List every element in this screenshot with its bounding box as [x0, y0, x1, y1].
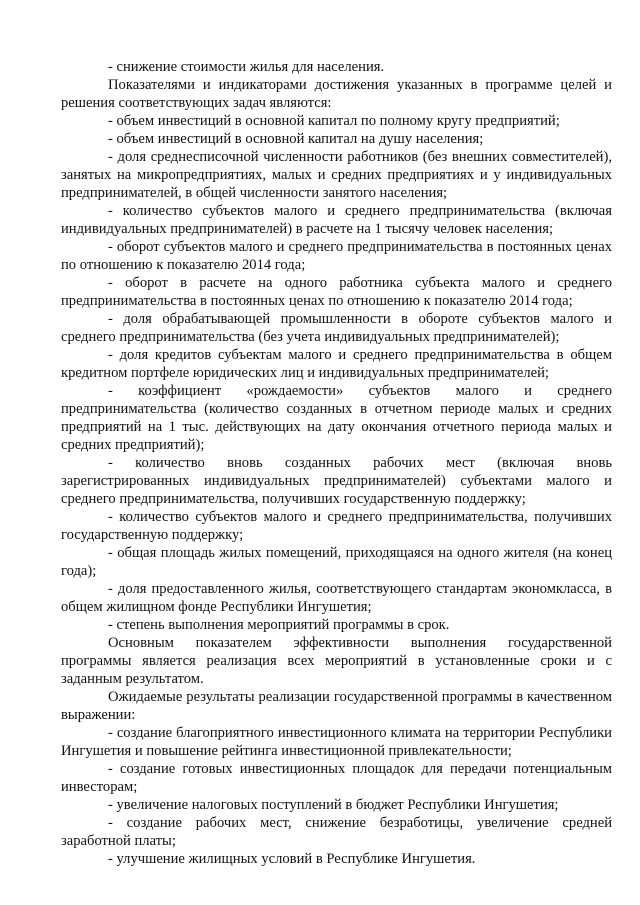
paragraph-sme-count: - количество субъектов малого и среднего предпринимательства (включая индивидуальных предпринимателей) в расчете на 1 тысячу человек населения; — [61, 203, 612, 237]
paragraph-expected-results: Ожидаемые результаты реализации государственной программы в качественном выражении: — [61, 689, 612, 723]
paragraph-investment-sites: - создание готовых инвестиционных площадок для передачи потенциальным инвесторам; — [61, 761, 612, 795]
document-page — [61, 58, 612, 868]
paragraph-housing-improvement: - улучшение жилищных условий в Республике Ингушетия. — [108, 851, 476, 867]
paragraph-economy-housing: - доля предоставленного жилья, соответствующего стандартам экономкласса, в общем жилищном фонде Республики Ингушетия; — [61, 581, 612, 615]
paragraph-indicators-intro: Показателями и индикаторами достижения указанных в программе целей и решения соответствующих задач являются: — [61, 77, 612, 111]
paragraph-investment-per-capita: - объем инвестиций в основной капитал на душу населения; — [108, 131, 484, 147]
paragraph-housing-cost: - снижение стоимости жилья для населения. — [108, 59, 385, 75]
paragraph-manufacturing-share: - доля обрабатывающей промышленности в обороте субъектов малого и среднего предпринимательства (без учета индивидуальных предпринимателей); — [61, 311, 612, 345]
paragraph-living-area: - общая площадь жилых помещений, приходящаяся на одного жителя (на конец года); — [61, 545, 612, 579]
paragraph-turnover-per-worker: - оборот в расчете на одного работника субъекта малого и среднего предпринимательства в постоянных ценах по отношению к показателю 2014 года; — [61, 275, 612, 309]
paragraph-supported-sme: - количество субъектов малого и среднего предпринимательства, получивших государственную поддержку; — [61, 509, 612, 543]
paragraph-job-creation: - создание рабочих мест, снижение безработицы, увеличение средней заработной платы; — [61, 815, 612, 849]
paragraph-employment-share: - доля среднесписочной численности работников (без внешних совместителей), занятых на микропредприятиях, малых и средних предприятиях и у индивидуальных предпринимателей, в общей численности занятого населения; — [61, 149, 612, 201]
paragraph-investment-total: - объем инвестиций в основной капитал по полному кругу предприятий; — [108, 113, 560, 129]
paragraph-execution-degree: - степень выполнения мероприятий программы в срок. — [108, 617, 450, 633]
paragraph-main-indicator: Основным показателем эффективности выполнения государственной программы является реализация всех мероприятий в установленные сроки и с заданным результатом. — [61, 635, 612, 687]
paragraph-tax-revenue: - увеличение налоговых поступлений в бюджет Республики Ингушетия; — [108, 797, 559, 813]
paragraph-sme-turnover: - оборот субъектов малого и среднего предпринимательства в постоянных ценах по отношению к показателю 2014 года; — [61, 239, 612, 273]
paragraph-new-jobs: - количество вновь созданных рабочих мест (включая вновь зарегистрированных индивидуальных предпринимателей) субъектами малого и среднего предпринимательства, получивших государственную поддержку; — [61, 455, 612, 507]
paragraph-credit-share: - доля кредитов субъектам малого и среднего предпринимательства в общем кредитном портфеле юридических лиц и индивидуальных предпринимателей; — [61, 347, 612, 381]
paragraph-investment-climate: - создание благоприятного инвестиционного климата на территории Республики Ингушетия и повышение рейтинга инвестиционной привлекательности; — [61, 725, 612, 759]
paragraph-birth-rate: - коэффициент «рождаемости» субъектов малого и среднего предпринимательства (количество созданных в отчетном периоде малых и средних предприятий на 1 тыс. действующих на дату окончания отчетного периода малых и средних предприятий); — [61, 383, 612, 453]
